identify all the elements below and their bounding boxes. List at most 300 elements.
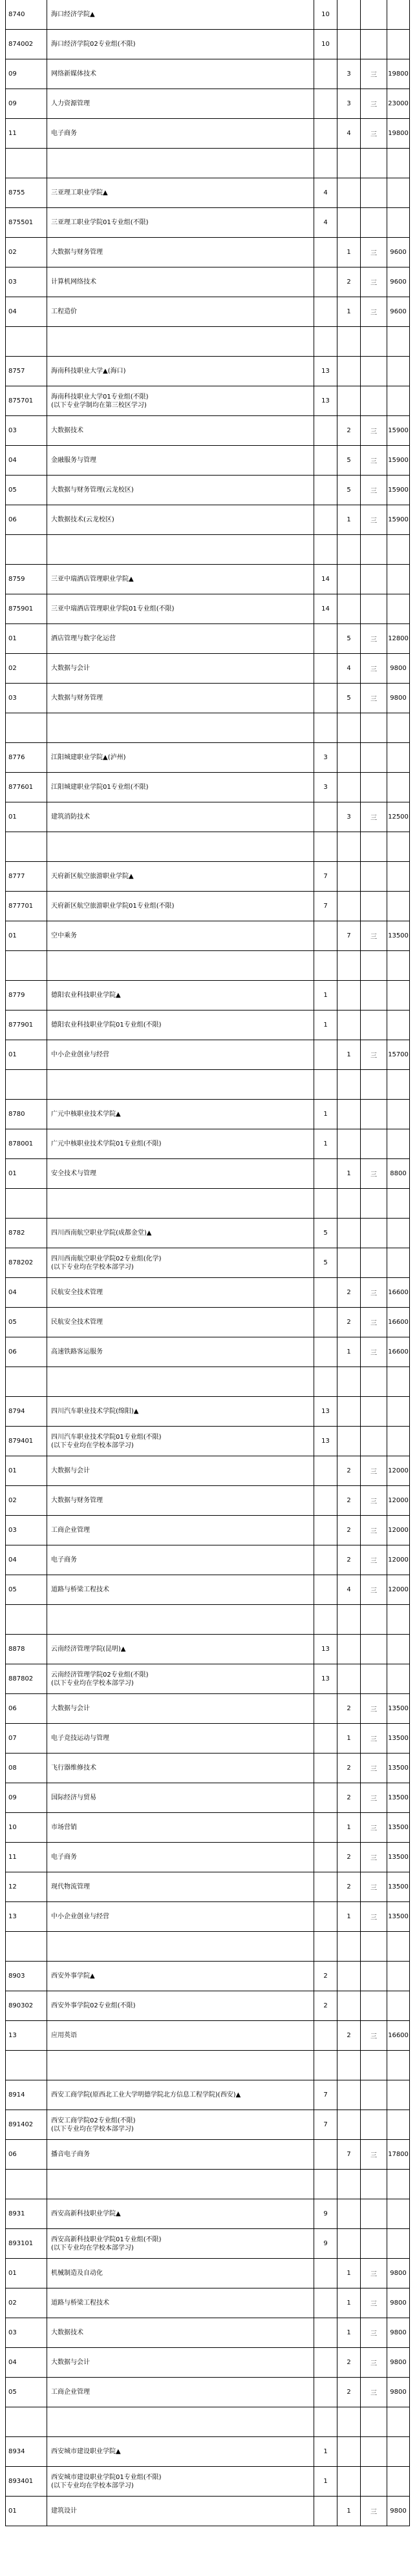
plan-cell — [314, 267, 337, 297]
spacer-row — [6, 832, 410, 862]
years-cell — [337, 119, 360, 148]
years-cell — [337, 476, 360, 505]
plan-cell — [314, 297, 337, 326]
code-text: 01 — [8, 932, 17, 939]
code-text: 12 — [8, 1883, 17, 1890]
plan-text: 2 — [323, 1973, 328, 1980]
table-row — [6, 476, 410, 505]
empty-cell — [360, 1070, 387, 1099]
level-cell — [360, 297, 387, 326]
table-row — [6, 1843, 410, 1872]
code-cell — [6, 2288, 47, 2318]
spacer-row — [6, 1367, 410, 1397]
level-cell — [360, 178, 387, 207]
fee-cell — [387, 1040, 410, 1069]
empty-cell — [337, 1367, 360, 1396]
code-text: 03 — [8, 427, 17, 434]
plan-cell — [314, 1397, 337, 1426]
fee-cell — [387, 1902, 410, 1931]
level-cell — [360, 446, 387, 475]
table-row — [6, 1664, 410, 1694]
empty-cell — [360, 2407, 387, 2436]
name-cell — [47, 476, 314, 505]
fee-cell — [387, 594, 410, 623]
fee-cell — [387, 684, 410, 713]
spacer-row — [6, 2407, 410, 2437]
years-cell — [337, 1545, 360, 1575]
empty-cell — [47, 713, 314, 742]
plan-cell — [314, 1664, 337, 1693]
years-text: 2 — [347, 1764, 351, 1772]
fee-cell — [387, 178, 410, 207]
fee-text: 9800 — [390, 2389, 407, 2396]
level-cell — [360, 2318, 387, 2347]
code-text: 06 — [8, 1348, 17, 1356]
name-text: 大数据与会计 — [51, 1467, 90, 1474]
fee-text: 13500 — [388, 1764, 409, 1772]
fee-cell — [387, 1724, 410, 1753]
table-row — [6, 1308, 410, 1337]
name-text: 播音电子商务 — [51, 2151, 90, 2158]
years-text: 3 — [347, 100, 351, 107]
empty-cell — [337, 1605, 360, 1634]
level-cell — [360, 862, 387, 891]
name-text: 空中乘务 — [51, 932, 77, 939]
table-row — [6, 743, 410, 773]
fee-cell — [387, 357, 410, 386]
code-text: 8740 — [8, 11, 25, 18]
table-row — [6, 1248, 410, 1278]
fee-cell — [387, 773, 410, 802]
fee-cell — [387, 2110, 410, 2139]
years-cell — [337, 1308, 360, 1337]
level-cell — [360, 1456, 387, 1485]
name-text: 天府新区航空旅游职业学院▲ — [51, 873, 134, 880]
fee-cell — [387, 1129, 410, 1158]
fee-text: 9600 — [390, 308, 407, 315]
table-row — [6, 654, 410, 684]
empty-cell — [337, 2407, 360, 2436]
years-cell — [337, 2229, 360, 2258]
years-cell — [337, 1100, 360, 1129]
years-cell — [337, 2348, 360, 2377]
fee-cell — [387, 1575, 410, 1604]
level-cell — [360, 1308, 387, 1337]
years-cell — [337, 2021, 360, 2050]
name-text: 大数据技术 — [51, 427, 83, 434]
plan-text: 13 — [321, 1438, 330, 1445]
name-cell — [47, 2318, 314, 2347]
plan-cell — [314, 2497, 337, 2526]
spacer-row — [6, 327, 410, 357]
plan-text: 14 — [321, 605, 330, 613]
level-cell — [360, 1486, 387, 1515]
name-text: 广元中核职业技术学院▲ — [51, 1111, 121, 1118]
code-text: 03 — [8, 2329, 17, 2336]
code-text: 04 — [8, 2359, 17, 2366]
empty-cell — [337, 713, 360, 742]
plan-cell — [314, 1516, 337, 1545]
code-cell — [6, 594, 47, 623]
name-text: 道路与桥梁工程技术 — [51, 1586, 109, 1593]
years-cell — [337, 357, 360, 386]
years-cell — [337, 2437, 360, 2466]
fee-cell — [387, 1248, 410, 1277]
years-cell — [337, 386, 360, 415]
level-cell — [360, 386, 387, 415]
years-cell — [337, 1456, 360, 1485]
name-text: 计算机网络技术 — [51, 278, 96, 286]
name-text: 海口经济学院▲ — [51, 11, 95, 18]
plan-cell — [314, 1962, 337, 1991]
code-text: 03 — [8, 695, 17, 702]
table-row — [6, 1427, 410, 1456]
fee-text: 9800 — [390, 2329, 407, 2336]
name-text: 应用英语 — [51, 2032, 77, 2039]
years-text: 7 — [347, 2151, 351, 2158]
plan-cell — [314, 1427, 337, 1456]
code-text: 05 — [8, 1319, 17, 1326]
name-text: 大数据技术 — [51, 2329, 83, 2336]
name-cell — [47, 1635, 314, 1664]
years-cell — [337, 654, 360, 683]
table-row — [6, 2467, 410, 2497]
plan-cell — [314, 208, 337, 237]
plan-cell — [314, 981, 337, 1010]
fee-cell — [387, 743, 410, 772]
code-text: 05 — [8, 2389, 17, 2396]
code-text: 05 — [8, 1586, 17, 1593]
code-cell — [6, 2467, 47, 2496]
years-cell — [337, 1337, 360, 1367]
name-text: 云南经济管理学院02专业组(不限) (以下专业均在学校本部学习) — [51, 1671, 149, 1687]
name-cell — [47, 1694, 314, 1723]
code-cell — [6, 1337, 47, 1367]
years-cell — [337, 2467, 360, 2496]
level-text: 三 — [370, 2301, 377, 2308]
table-row — [6, 357, 410, 386]
empty-cell — [387, 713, 410, 742]
level-text: 三 — [370, 2033, 377, 2040]
admissions-plan-table — [5, 0, 410, 2526]
name-text: 大数据与财务管理(云龙校区) — [51, 487, 134, 494]
plan-cell — [314, 1635, 337, 1664]
name-cell — [47, 1783, 314, 1812]
level-text: 三 — [370, 101, 377, 109]
plan-cell — [314, 1813, 337, 1842]
fee-text: 13500 — [388, 932, 409, 939]
table-row — [6, 1486, 410, 1516]
name-cell — [47, 238, 314, 267]
empty-cell — [337, 149, 360, 178]
name-text: 建筑消防技术 — [51, 813, 90, 821]
fee-text: 13500 — [388, 1854, 409, 1861]
empty-cell — [314, 951, 337, 980]
fee-text: 13500 — [388, 1913, 409, 1920]
code-cell — [6, 2348, 47, 2377]
fee-cell — [387, 2259, 410, 2288]
empty-cell — [337, 1070, 360, 1099]
empty-cell — [47, 2051, 314, 2080]
level-cell — [360, 2259, 387, 2288]
name-text: 中小企业创业与经营 — [51, 1051, 109, 1058]
code-text: 8878 — [8, 1646, 25, 1653]
code-text: 10 — [8, 1824, 17, 1831]
level-cell — [360, 773, 387, 802]
plan-cell — [314, 2110, 337, 2139]
table-row — [6, 594, 410, 624]
empty-cell — [314, 535, 337, 564]
years-text: 1 — [347, 2270, 351, 2277]
level-text: 三 — [370, 666, 377, 673]
years-cell — [337, 1129, 360, 1158]
name-cell — [47, 1991, 314, 2020]
empty-cell — [387, 1932, 410, 1961]
level-cell — [360, 1040, 387, 1069]
name-text: 酒店管理与数字化运营 — [51, 635, 116, 642]
fee-cell — [387, 2437, 410, 2466]
name-text: 天府新区航空旅游职业学院01专业组(不限) — [51, 903, 175, 910]
years-text: 1 — [347, 2508, 351, 2515]
code-text: 01 — [8, 1467, 17, 1474]
code-text: 13 — [8, 1913, 17, 1920]
level-cell — [360, 1219, 387, 1248]
years-cell — [337, 178, 360, 207]
name-cell — [47, 178, 314, 207]
name-text: 大数据与会计 — [51, 1705, 90, 1712]
spacer-row — [6, 1605, 410, 1635]
code-text: 06 — [8, 2151, 17, 2158]
code-cell — [6, 297, 47, 326]
plan-cell — [314, 2229, 337, 2258]
plan-cell — [314, 1040, 337, 1069]
plan-text: 13 — [321, 368, 330, 375]
plan-text: 5 — [323, 1259, 328, 1266]
plan-cell — [314, 30, 337, 59]
level-cell — [360, 1664, 387, 1693]
level-cell — [360, 2080, 387, 2110]
level-text: 三 — [370, 1469, 377, 1476]
fee-text: 16600 — [388, 1348, 409, 1356]
years-text: 2 — [347, 1497, 351, 1504]
plan-text: 10 — [321, 11, 330, 18]
empty-cell — [6, 327, 47, 356]
level-cell — [360, 1248, 387, 1277]
table-row — [6, 1962, 410, 1991]
level-cell — [360, 1754, 387, 1783]
level-cell — [360, 59, 387, 89]
level-cell — [360, 238, 387, 267]
code-text: 877701 — [8, 903, 34, 910]
code-cell — [6, 1456, 47, 1485]
level-cell — [360, 2497, 387, 2526]
spacer-row — [6, 2170, 410, 2199]
empty-cell — [387, 1189, 410, 1218]
level-cell — [360, 1129, 387, 1158]
code-cell — [6, 1308, 47, 1337]
plan-cell — [314, 1100, 337, 1129]
code-text: 01 — [8, 813, 17, 821]
empty-cell — [360, 535, 387, 564]
level-text: 三 — [370, 1825, 377, 1832]
code-cell — [6, 802, 47, 832]
fee-text: 19800 — [388, 130, 409, 137]
table-row — [6, 1694, 410, 1724]
empty-cell — [314, 1367, 337, 1396]
level-text: 三 — [370, 1350, 377, 1357]
code-cell — [6, 1575, 47, 1604]
level-cell — [360, 1872, 387, 1901]
table-row — [6, 119, 410, 149]
plan-cell — [314, 1843, 337, 1872]
name-cell — [47, 2497, 314, 2526]
spacer-row — [6, 2051, 410, 2080]
level-cell — [360, 357, 387, 386]
code-cell — [6, 89, 47, 118]
level-text: 三 — [370, 1498, 377, 1505]
level-cell — [360, 2348, 387, 2377]
years-cell — [337, 505, 360, 534]
level-text: 三 — [370, 815, 377, 822]
code-cell — [6, 1219, 47, 1248]
name-cell — [47, 1219, 314, 1248]
plan-cell — [314, 2348, 337, 2377]
plan-cell — [314, 1872, 337, 1901]
plan-cell — [314, 2021, 337, 2050]
years-cell — [337, 1486, 360, 1515]
fee-text: 13500 — [388, 1824, 409, 1831]
name-text: 西安城市建设职业学院▲ — [51, 2448, 121, 2455]
plan-cell — [314, 2378, 337, 2407]
plan-cell — [314, 1902, 337, 1931]
code-cell — [6, 1843, 47, 1872]
years-cell — [337, 1011, 360, 1040]
name-cell — [47, 594, 314, 623]
code-cell — [6, 1427, 47, 1456]
table-row — [6, 2348, 410, 2378]
level-cell — [360, 2378, 387, 2407]
years-cell — [337, 238, 360, 267]
code-text: 07 — [8, 1735, 17, 1742]
fee-cell — [387, 802, 410, 832]
fee-cell — [387, 2288, 410, 2318]
name-cell — [47, 624, 314, 653]
fee-cell — [387, 1813, 410, 1842]
years-cell — [337, 89, 360, 118]
plan-text: 13 — [321, 397, 330, 404]
empty-cell — [360, 2170, 387, 2199]
years-cell — [337, 297, 360, 326]
plan-cell — [314, 416, 337, 445]
years-cell — [337, 1813, 360, 1842]
name-text: 四川汽车职业技术学院01专业组(不限) (以下专业均在学校本部学习) — [51, 1433, 162, 1449]
years-text: 2 — [347, 1854, 351, 1861]
name-cell — [47, 892, 314, 921]
fee-cell — [387, 446, 410, 475]
level-cell — [360, 1011, 387, 1040]
name-cell — [47, 862, 314, 891]
years-cell — [337, 2318, 360, 2347]
table-row — [6, 2497, 410, 2526]
years-cell — [337, 1397, 360, 1426]
fee-cell — [387, 267, 410, 297]
code-cell — [6, 1664, 47, 1693]
level-cell — [360, 1635, 387, 1664]
code-text: 893401 — [8, 2478, 34, 2485]
fee-cell — [387, 2348, 410, 2377]
name-text: 德阳农业科技职业学院01专业组(不限) — [51, 1021, 162, 1029]
years-cell — [337, 1872, 360, 1901]
level-text: 三 — [370, 2390, 377, 2397]
table-row — [6, 2259, 410, 2288]
fee-text: 16600 — [388, 1289, 409, 1296]
years-cell — [337, 1575, 360, 1604]
years-cell — [337, 892, 360, 921]
code-text: 8757 — [8, 368, 25, 375]
name-cell — [47, 2288, 314, 2318]
years-cell — [337, 1635, 360, 1664]
level-text: 三 — [370, 1528, 377, 1535]
plan-cell — [314, 1783, 337, 1812]
plan-text: 7 — [323, 903, 328, 910]
years-cell — [337, 1902, 360, 1931]
code-cell — [6, 2110, 47, 2139]
spacer-row — [6, 1070, 410, 1100]
fee-cell — [387, 1427, 410, 1456]
empty-cell — [47, 1605, 314, 1634]
name-text: 工程造价 — [51, 308, 77, 315]
empty-cell — [387, 2170, 410, 2199]
name-cell — [47, 1308, 314, 1337]
plan-cell — [314, 862, 337, 891]
table-row — [6, 1872, 410, 1902]
code-text: 874002 — [8, 41, 34, 48]
level-text: 三 — [370, 309, 377, 317]
fee-cell — [387, 1635, 410, 1664]
code-cell — [6, 743, 47, 772]
empty-cell — [360, 713, 387, 742]
fee-cell — [387, 30, 410, 59]
empty-cell — [6, 1367, 47, 1396]
level-cell — [360, 802, 387, 832]
empty-cell — [47, 1932, 314, 1961]
name-text: 电子商务 — [51, 130, 77, 137]
empty-cell — [47, 149, 314, 178]
name-cell — [47, 2467, 314, 2496]
table-row — [6, 2318, 410, 2348]
plan-cell — [314, 178, 337, 207]
plan-text: 1 — [323, 1111, 328, 1118]
name-cell — [47, 773, 314, 802]
name-text: 电子竞技运动与管理 — [51, 1735, 109, 1742]
table-row — [6, 89, 410, 119]
fee-cell — [387, 565, 410, 594]
fee-cell — [387, 0, 410, 29]
empty-cell — [387, 2407, 410, 2436]
years-text: 1 — [347, 1735, 351, 1742]
level-text: 三 — [370, 458, 377, 465]
code-cell — [6, 654, 47, 683]
years-cell — [337, 0, 360, 29]
name-text: 机械制造及自动化 — [51, 2270, 103, 2277]
fee-cell — [387, 1694, 410, 1723]
code-cell — [6, 1278, 47, 1307]
name-text: 四川西南航空职业学院(成都金堂)▲ — [51, 1230, 152, 1237]
name-cell — [47, 1011, 314, 1040]
plan-cell — [314, 1456, 337, 1485]
empty-cell — [47, 951, 314, 980]
plan-text: 13 — [321, 1408, 330, 1415]
